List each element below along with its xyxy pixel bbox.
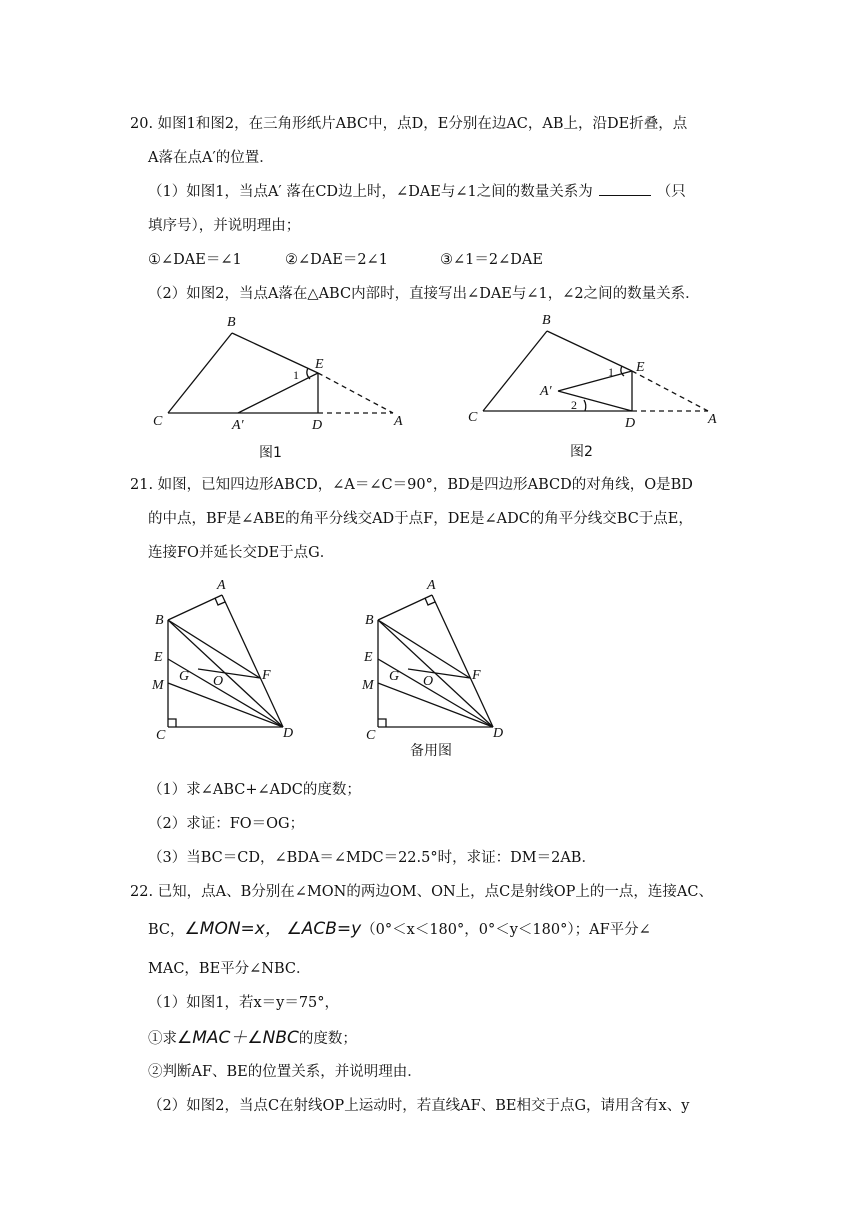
fig21b-label-A: A [427, 578, 436, 593]
fig21b-label-B: B [365, 613, 374, 628]
fig2-label-C: C [468, 410, 478, 425]
fig1-label-A-prime: A′ [232, 418, 244, 433]
q21-part3: （3）当BC＝CD，∠BDA＝∠MDC＝22.5°时，求证：DM＝2AB． [148, 850, 596, 866]
fig2-angle-2: 2 [571, 398, 577, 412]
q21-part1: （1）求∠ABC+∠ADC的度数； [148, 782, 361, 798]
q21-line2: 的中点，BF是∠ABE的角平分线交AD于点F，DE是∠ADC的角平分线交BC于点E， [148, 511, 693, 527]
q20-option-1: ①∠DAE＝∠1 [148, 252, 242, 268]
q20-part1-text: （1）如图1，当点A′ 落在CD边上时，∠DAE与∠1之间的数量关系为 [148, 184, 593, 200]
q20-line2: A落在点A′的位置． [148, 150, 274, 166]
q22-part2: （2）如图2，当点C在射线OP上运动时，若直线AF、BE相交于点G，请用含有x、y [148, 1098, 690, 1114]
fig21b-label-G: G [389, 669, 400, 684]
q22-line2 [148, 914, 651, 939]
fig21b-label-E: E [364, 650, 373, 665]
fig21-label-A: A [217, 578, 226, 593]
q20-part1-text-end: （只 [656, 184, 686, 200]
fig21b-label-C: C [366, 728, 376, 743]
fig21b-label-F: F [472, 668, 481, 683]
fig21-label-M: M [152, 678, 164, 693]
q20-part1-line1 [148, 180, 686, 201]
q22-part1a [148, 1023, 357, 1048]
fig1-label-E: E [315, 357, 324, 372]
q20-part2: （2）如图2，当点A落在△ABC内部时，直接写出∠DAE与∠1，∠2之间的数量关系． [148, 286, 700, 302]
figure-21-backup [360, 575, 520, 765]
figure-1 [145, 305, 415, 465]
fig2-label-B: B [542, 313, 551, 328]
q20-option-3: ③∠1＝2∠DAE [440, 252, 543, 268]
fig21-label-G: G [179, 669, 190, 684]
q22-line1: 22. 已知，点A、B分别在∠MON的两边OM、ON上，点C是射线OP上的一点，连接AC、 [130, 884, 713, 900]
fig1-caption: 图1 [259, 445, 282, 461]
fig21b-label-D: D [493, 726, 504, 741]
fig21-label-D: D [283, 726, 294, 741]
q22-part1b: ②判断AF、BE的位置关系，并说明理由． [148, 1064, 422, 1080]
fig1-label-D: D [312, 418, 323, 433]
fig2-angle-1: 1 [608, 365, 614, 379]
q22-line3: MAC，BE平分∠NBC． [148, 961, 311, 977]
figure-2 [460, 305, 730, 465]
fig1-label-A: A [394, 414, 403, 429]
q22-line2-end: （0°＜x＜180°，0°＜y＜180°）；AF平分∠ [361, 922, 651, 938]
q21-line1: 21. 如图，已知四边形ABCD，∠A＝∠C＝90°，BD是四边形ABCD的对角线，O是BD [130, 477, 693, 493]
fig21b-label-O: O [423, 674, 434, 689]
q22-eq-sum: ∠MAC＋∠NBC [177, 1028, 299, 1048]
fig21b-label-M: M [362, 678, 374, 693]
q22-eq-acb: ∠ACB=y [286, 919, 362, 939]
q22-eq-mon: ∠MON=x， [184, 919, 282, 939]
fig21-label-F: F [262, 668, 271, 683]
fig2-label-D: D [625, 416, 636, 431]
fig21-label-E: E [154, 650, 163, 665]
fig21-backup-caption: 备用图 [410, 743, 452, 759]
fig21-label-C: C [156, 728, 166, 743]
fig2-label-E: E [636, 360, 645, 375]
q21-part2: （2）求证：FO＝OG； [148, 816, 305, 832]
q22-line2-start: BC， [148, 922, 185, 938]
q22-part1a-post: 的度数； [298, 1031, 357, 1047]
q20-option-2: ②∠DAE＝2∠1 [285, 252, 388, 268]
figure-21 [150, 575, 310, 750]
fig1-angle-1: 1 [293, 368, 299, 382]
fig2-caption: 图2 [570, 444, 593, 460]
fig2-label-A-prime: A′ [540, 384, 552, 399]
q22-part1a-pre: ①求 [148, 1031, 177, 1047]
answer-blank [599, 185, 651, 196]
q20-part1-line2: 填序号），并说明理由； [148, 218, 301, 234]
q22-part1: （1）如图1，若x＝y＝75°， [148, 995, 340, 1011]
q20-line1: 20. 如图1和图2，在三角形纸片ABC中，点D，E分别在边AC，AB上，沿DE折叠，点 [130, 116, 688, 132]
fig21-label-B: B [155, 613, 164, 628]
fig21-label-O: O [213, 674, 224, 689]
fig1-label-B: B [227, 315, 236, 330]
fig2-label-A: A [708, 412, 717, 427]
fig1-label-C: C [153, 414, 163, 429]
q21-line3: 连接FO并延长交DE于点G． [148, 545, 335, 561]
